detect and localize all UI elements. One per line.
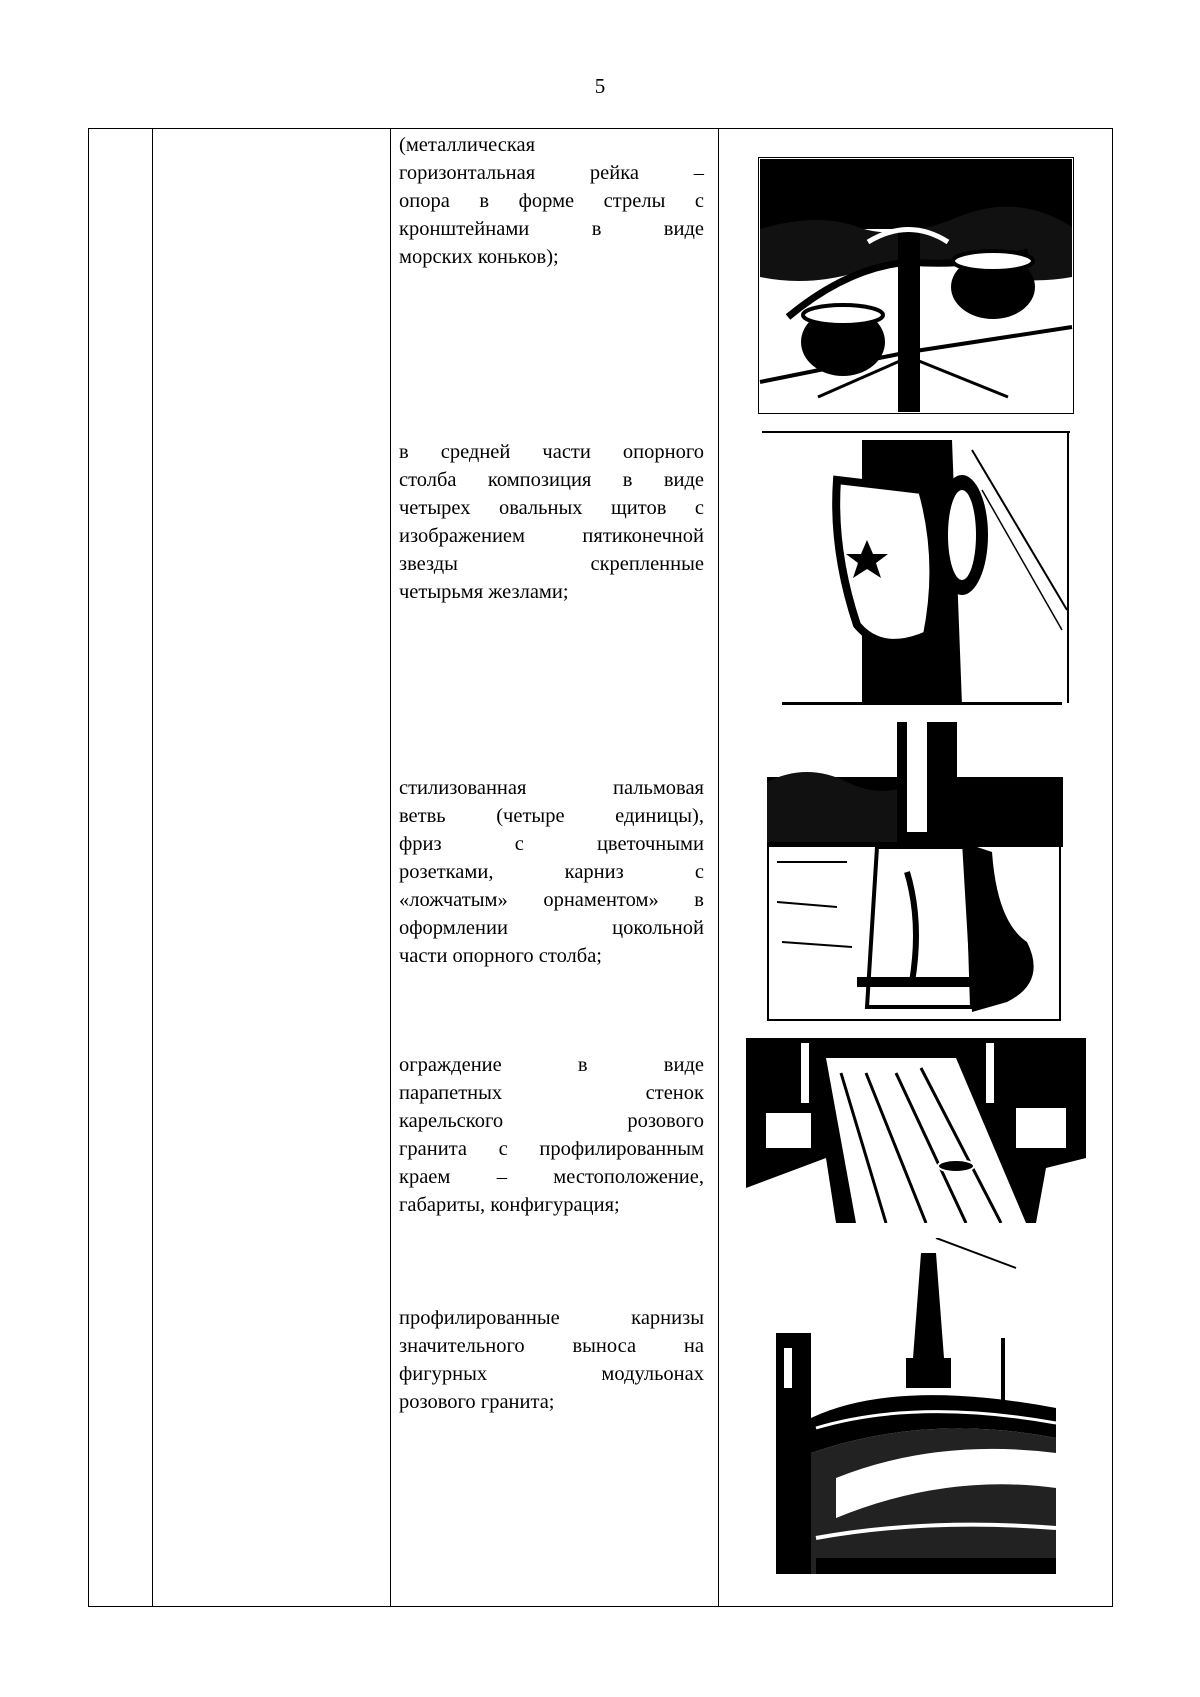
- text-line: краем – местоположение,: [399, 1166, 704, 1188]
- text-line: фигурных модульонах: [399, 1363, 704, 1385]
- feature-description-1: [399, 131, 704, 271]
- text-line: изображением пятиконечной: [399, 525, 704, 547]
- text-line: четырьмя жезлами;: [399, 581, 569, 603]
- text-line: звезды скрепленные: [399, 553, 704, 575]
- text-line: столба композиция в виде: [399, 469, 704, 491]
- text-line: розетками, карниз с: [399, 861, 704, 883]
- feature-description-5: [399, 1304, 704, 1416]
- text-line: в средней части опорного: [399, 441, 704, 463]
- column-divider: [152, 129, 153, 1606]
- feature-description-2: [399, 438, 704, 606]
- text-line: кронштейнами в виде: [399, 218, 704, 240]
- text-line: ограждение в виде: [399, 1054, 704, 1076]
- text-line: стилизованная пальмовая: [399, 777, 704, 799]
- text-line: фриз с цветочными: [399, 833, 704, 855]
- feature-description-4: [399, 1051, 704, 1219]
- text-line: габариты, конфигурация;: [399, 1194, 620, 1216]
- text-line: «ложчатым» орнаментом» в: [399, 889, 704, 911]
- text-line: карельского розового: [399, 1110, 704, 1132]
- bridge-parapet-aerial-photo: [746, 1038, 1086, 1223]
- lamp-bracket-photo: [758, 157, 1074, 414]
- text-line: части опорного столба;: [399, 945, 602, 967]
- column-divider: [390, 129, 391, 1606]
- text-line: значительного выноса на: [399, 1335, 704, 1357]
- text-line: гранита с профилированным: [399, 1138, 704, 1160]
- feature-description-3: [399, 774, 704, 970]
- text-line: (металлическая: [399, 134, 536, 156]
- text-line: горизонтальная рейка –: [399, 162, 704, 184]
- text-line: четырех овальных щитов с: [399, 497, 704, 519]
- page-number: 5: [594, 74, 606, 98]
- column-divider: [718, 129, 719, 1606]
- bridge-obelisk-photo: [776, 1238, 1066, 1574]
- text-line: профилированные карнизы: [399, 1307, 704, 1329]
- pillar-base-photo: [767, 722, 1063, 1022]
- text-line: оформлении цокольной: [399, 917, 704, 939]
- text-line: розового гранита;: [399, 1391, 555, 1413]
- text-line: опора в форме стрелы с: [399, 190, 704, 212]
- text-line: парапетных стенок: [399, 1082, 704, 1104]
- oval-shields-star-photo: [762, 430, 1070, 705]
- text-line: морских коньков);: [399, 246, 559, 268]
- text-line: ветвь (четыре единицы),: [399, 805, 704, 827]
